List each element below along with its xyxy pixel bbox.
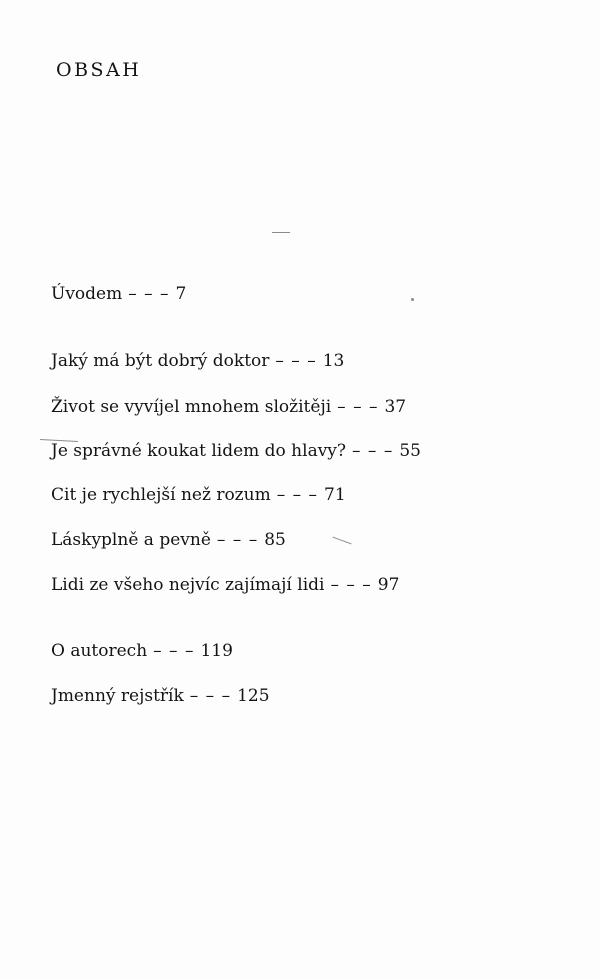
toc-entry-zivot — [51, 397, 406, 417]
toc-entry-page: 55 — [399, 441, 421, 461]
toc-entry-hlavy — [51, 441, 421, 461]
toc-entry-page: 119 — [200, 641, 233, 661]
toc-entry-page: 37 — [384, 397, 407, 417]
toc-entry-laskyplne — [51, 530, 286, 550]
toc-entry-page: 85 — [264, 530, 286, 550]
toc-entry-doktor — [51, 351, 344, 371]
toc-entry-dashes: – – – — [330, 575, 372, 595]
toc-entry-title: Cit je rychlejší než rozum — [51, 485, 271, 505]
toc-entry-page: 7 — [175, 284, 187, 304]
scan-mark — [272, 232, 290, 233]
toc-entry-cit — [51, 485, 346, 505]
toc-entry-lidi — [51, 575, 399, 595]
toc-entry-dashes: – – – — [128, 284, 170, 304]
toc-entry-page: 97 — [377, 575, 400, 595]
toc-entry-title: Život se vyvíjel mnohem složitěji — [51, 397, 332, 417]
toc-entry-dashes: – – – — [337, 397, 379, 417]
toc-entry-dashes: – – – — [352, 441, 394, 461]
scan-mark — [332, 537, 351, 545]
toc-entry-rejstrik — [51, 686, 270, 706]
toc-entry-title: Jmenný rejstřík — [51, 686, 184, 706]
toc-entry-dashes: – – – — [153, 641, 195, 661]
toc-entry-title: Jaký má být dobrý doktor — [51, 351, 270, 371]
toc-entry-title: Láskyplně a pevně — [51, 530, 211, 550]
toc-entry-title: O autorech — [51, 641, 148, 661]
toc-entry-title: Lidi ze všeho nejvíc zajímají lidi — [51, 575, 325, 595]
toc-entry-title: Je správné koukat lidem do hlavy? — [51, 441, 347, 461]
page-title: OBSAH — [56, 59, 142, 81]
toc-entry-dashes: – – – — [189, 686, 232, 706]
toc-entry-uvodem — [51, 284, 186, 304]
toc-entry-page: 13 — [322, 351, 345, 371]
toc-entry-dashes: – – – — [275, 351, 317, 371]
toc-entry-dashes: – – – — [276, 485, 319, 505]
toc-entry-title: Úvodem — [51, 284, 123, 304]
toc-entry-autorech — [51, 641, 233, 661]
toc-entry-page: 125 — [237, 686, 270, 706]
scan-mark — [411, 298, 414, 301]
toc-entry-dashes: – – – — [216, 530, 259, 550]
toc-entry-page: 71 — [324, 485, 346, 505]
